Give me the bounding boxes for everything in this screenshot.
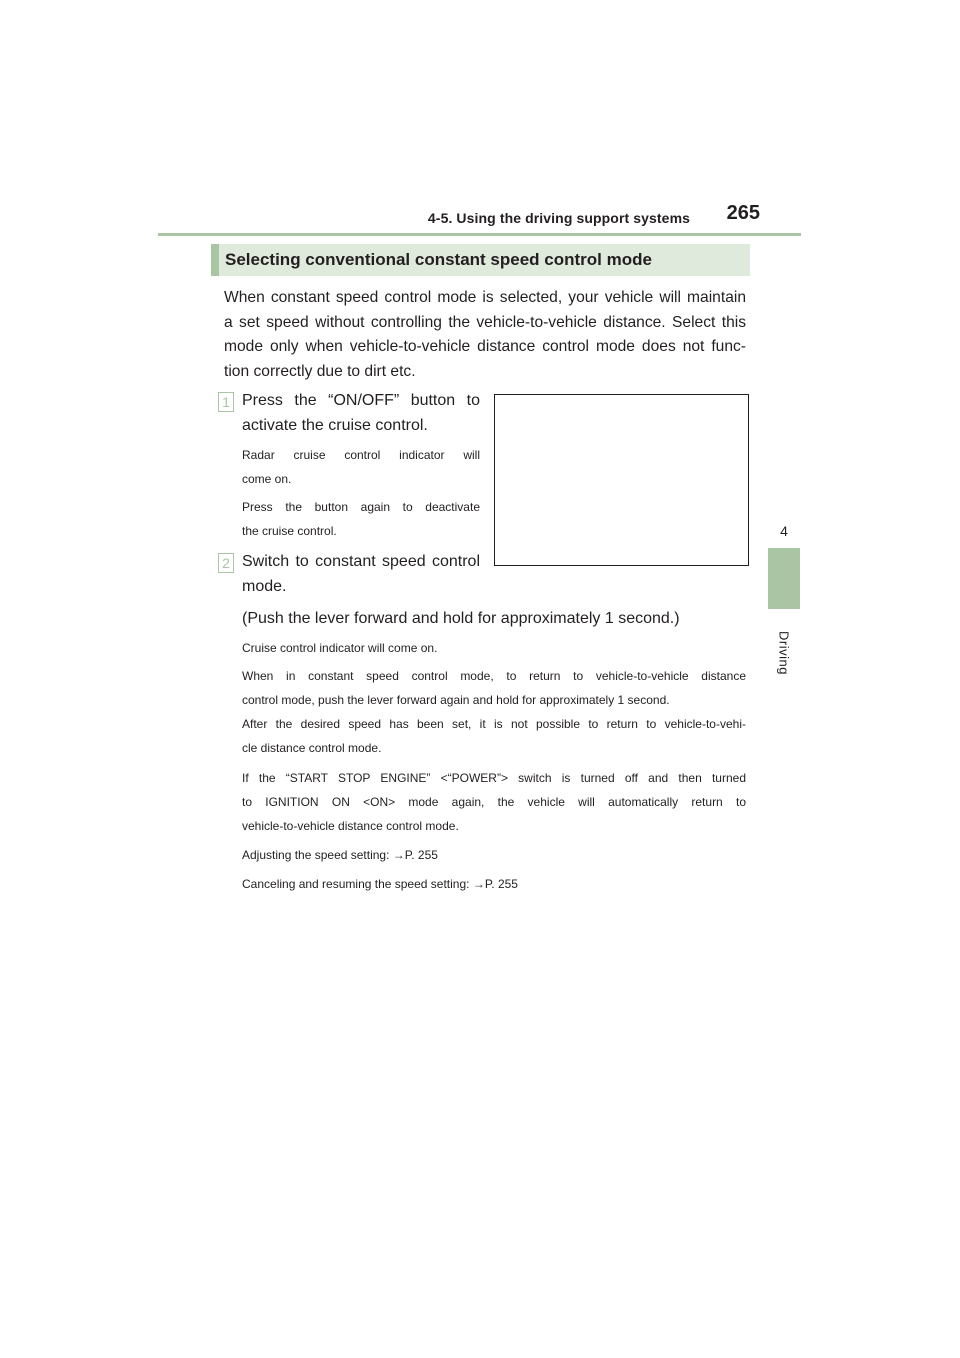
step-number-2: 2 xyxy=(218,553,234,573)
running-header-section: 4-5. Using the driving support systems xyxy=(427,210,690,226)
step-2-line: Switch to constant speed control xyxy=(242,553,480,570)
chapter-label xyxy=(776,618,792,688)
step-2-note xyxy=(242,843,746,867)
step-2-note xyxy=(242,872,746,896)
note-line: to IGNITION ON <ON> mode again, the vehicle will automatically return to xyxy=(242,795,746,809)
step-1-text xyxy=(242,388,480,438)
page-number: 265 xyxy=(726,202,760,224)
note-line: come on. xyxy=(242,472,292,486)
note-line: After the desired speed has been set, it is not possible to return to vehicle-to-vehi- xyxy=(242,717,746,731)
step-2-note xyxy=(242,636,746,660)
cross-reference-link[interactable]: Canceling and resuming the speed setting: →P. 255 xyxy=(242,877,518,891)
chapter-tab xyxy=(768,548,800,609)
illustration-frame xyxy=(494,394,749,566)
step-1-line: Press the “ON/OFF” button to xyxy=(242,392,480,409)
section-title: Selecting conventional constant speed control mode xyxy=(225,250,652,269)
intro-line: tion correctly due to dirt etc. xyxy=(224,362,416,380)
step-1-note xyxy=(242,443,480,491)
note-line: cle distance control mode. xyxy=(242,741,382,755)
note-line: control mode, push the lever forward again and hold for approximately 1 second. xyxy=(242,693,670,707)
step-2-note xyxy=(242,766,746,838)
note-line: Press the button again to deactivate xyxy=(242,500,480,514)
note-line: When in constant speed control mode, to return to vehicle-to-vehicle distance xyxy=(242,669,746,683)
note-line: the cruise control. xyxy=(242,524,337,538)
intro-line: When constant speed control mode is selected, your vehicle will maintain xyxy=(224,289,746,306)
step-2-parenthetical: (Push the lever forward and hold for approximately 1 second.) xyxy=(242,610,680,627)
section-heading-accent xyxy=(211,244,219,276)
step-2-text xyxy=(242,549,480,599)
chapter-label-text: Driving xyxy=(776,631,792,675)
intro-paragraph xyxy=(224,286,746,384)
chapter-number: 4 xyxy=(780,523,788,539)
step-2-note xyxy=(242,664,746,712)
note-line: Radar cruise control indicator will xyxy=(242,448,480,462)
step-1-line: activate the cruise control. xyxy=(242,417,428,434)
intro-line: mode only when vehicle-to-vehicle distance control mode does not func- xyxy=(224,338,746,355)
step-2-note xyxy=(242,712,746,760)
cross-reference-link[interactable]: Adjusting the speed setting: →P. 255 xyxy=(242,848,438,862)
note-line: If the “START STOP ENGINE” <“POWER”> switch is turned off and then turned xyxy=(242,771,746,785)
step-1-note xyxy=(242,495,480,543)
note-line: vehicle-to-vehicle distance control mode. xyxy=(242,819,459,833)
intro-line: a set speed without controlling the vehicle-to-vehicle distance. Select this xyxy=(224,313,746,331)
step-2-line: mode. xyxy=(242,578,287,595)
header-rule xyxy=(158,233,801,236)
note-line: Cruise control indicator will come on. xyxy=(242,641,438,655)
step-number-1: 1 xyxy=(218,392,234,412)
